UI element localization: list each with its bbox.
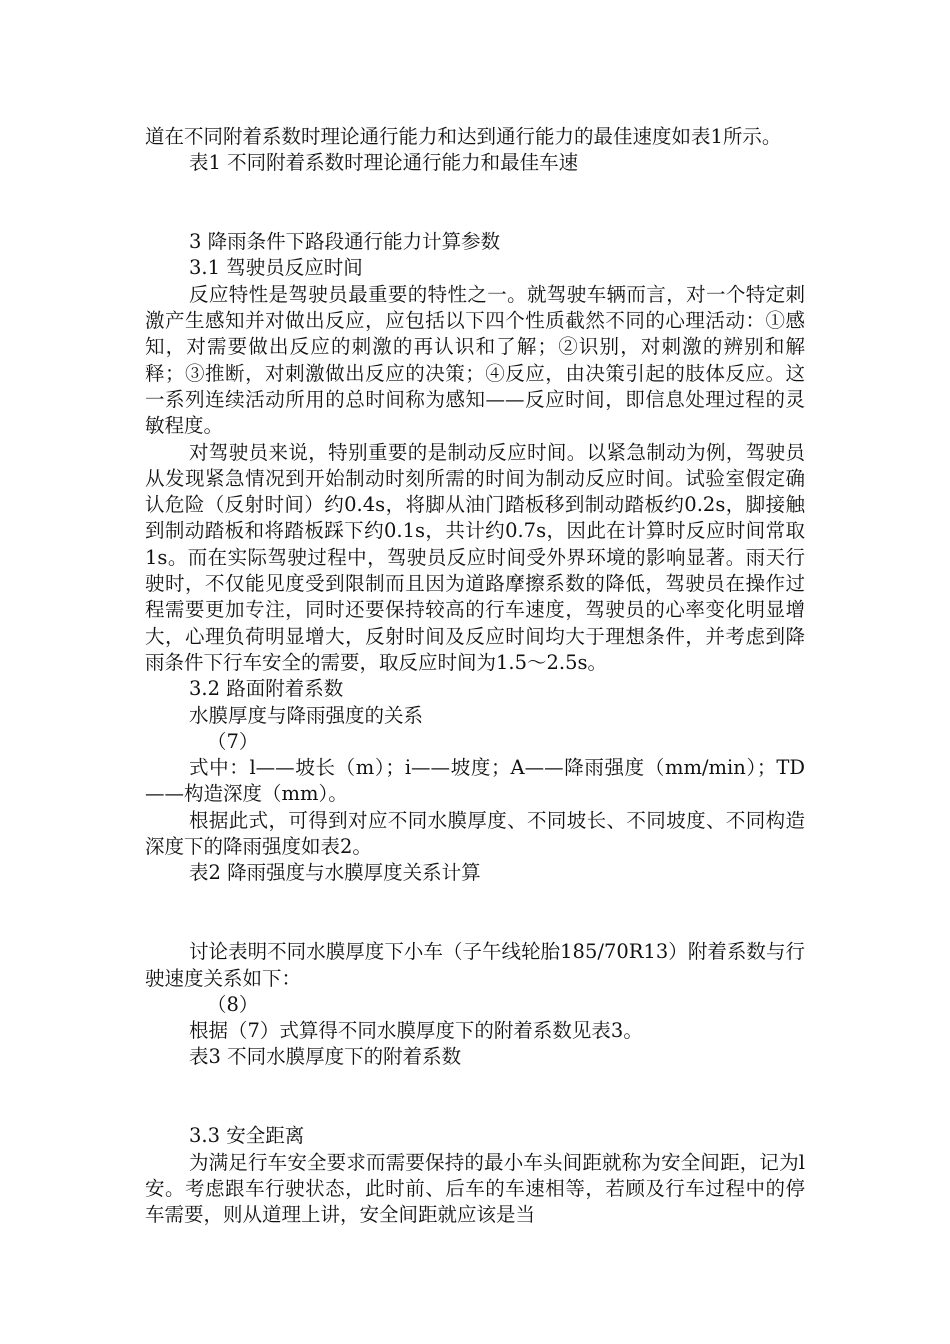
paragraph: 讨论表明不同水膜厚度下小车（子午线轮胎185/70R13）附着系数与行驶速度关系如下：	[145, 940, 805, 990]
table-placeholder	[145, 1071, 805, 1124]
equation-number: （7）	[207, 729, 259, 753]
equation-number: （8）	[207, 992, 259, 1016]
paragraph: 反应特性是驾驶员最重要的特性之一。就驾驶车辆而言，对一个特定刺激产生感知并对做出反应，应包括以下四个性质截然不同的心理活动：①感知，对需要做出反应的刺激的再认识和了解；②识别，对刺激的辨别和解释；③推断，对刺激做出反应的决策；④反应，由决策引起的肢体反应。这一系列连续活动所用的总时间称为感知——反应时间，即信息处理过程的灵敏程度。	[145, 282, 805, 438]
paragraph: 根据（7）式算得不同水膜厚度下的附着系数见表3。	[189, 1019, 643, 1043]
document-page	[145, 124, 805, 1228]
table-placeholder	[145, 177, 805, 230]
subsection-heading: 3.2 路面附着系数	[189, 677, 344, 701]
subheading: 水膜厚度与降雨强度的关系	[189, 703, 424, 727]
paragraph: 对驾驶员来说，特别重要的是制动反应时间。以紧急制动为例，驾驶员从发现紧急情况到开始制动时刻所需的时间为制动反应时间。试验室假定确认危险（反射时间）约0.4s，将脚从油门踏板移到制动踏板约0.2s，脚接触到制动踏板和将踏板踩下约0.1s，共计约0.7s，因此在计算时反应时间常取1s。而在实际驾驶过程中，驾驶员反应时间受外界环境的影响显著。雨天行驶时，不仅能见度受到限制而且因为道路摩擦系数的降低，驾驶员在操作过程需要更加专注，同时还要保持较高的行车速度，驾驶员的心率变化明显增大，心理负荷明显增大，反射时间及反应时间均大于理想条件，并考虑到降雨条件下行车安全的需要，取反应时间为1.5～2.5s。	[145, 440, 805, 674]
section-heading: 3 降雨条件下路段通行能力计算参数	[189, 230, 501, 254]
paragraph: 式中：l——坡长（m）；i——坡度；A——降雨强度（mm/min）；TD——构造深度（mm）。	[145, 756, 805, 806]
paragraph: 为满足行车安全要求而需要保持的最小车头间距就称为安全间距，记为l安。考虑跟车行驶状态，此时前、后车的车速相等，若顾及行车过程中的停车需要，则从道理上讲，安全间距就应该是当	[145, 1150, 805, 1227]
table-caption: 表2 降雨强度与水膜厚度关系计算	[189, 861, 481, 885]
subsection-heading: 3.1 驾驶员反应时间	[189, 256, 363, 280]
table-caption: 表1 不同附着系数时理论通行能力和最佳车速	[189, 151, 579, 175]
paragraph: 根据此式，可得到对应不同水膜厚度、不同坡长、不同坡度、不同构造深度下的降雨强度如表2。	[145, 808, 805, 859]
table-caption: 表3 不同水膜厚度下的附着系数	[189, 1045, 462, 1069]
paragraph: 道在不同附着系数时理论通行能力和达到通行能力的最佳速度如表1所示。	[145, 125, 782, 148]
subsection-heading: 3.3 安全距离	[189, 1124, 305, 1148]
table-placeholder	[145, 887, 805, 940]
